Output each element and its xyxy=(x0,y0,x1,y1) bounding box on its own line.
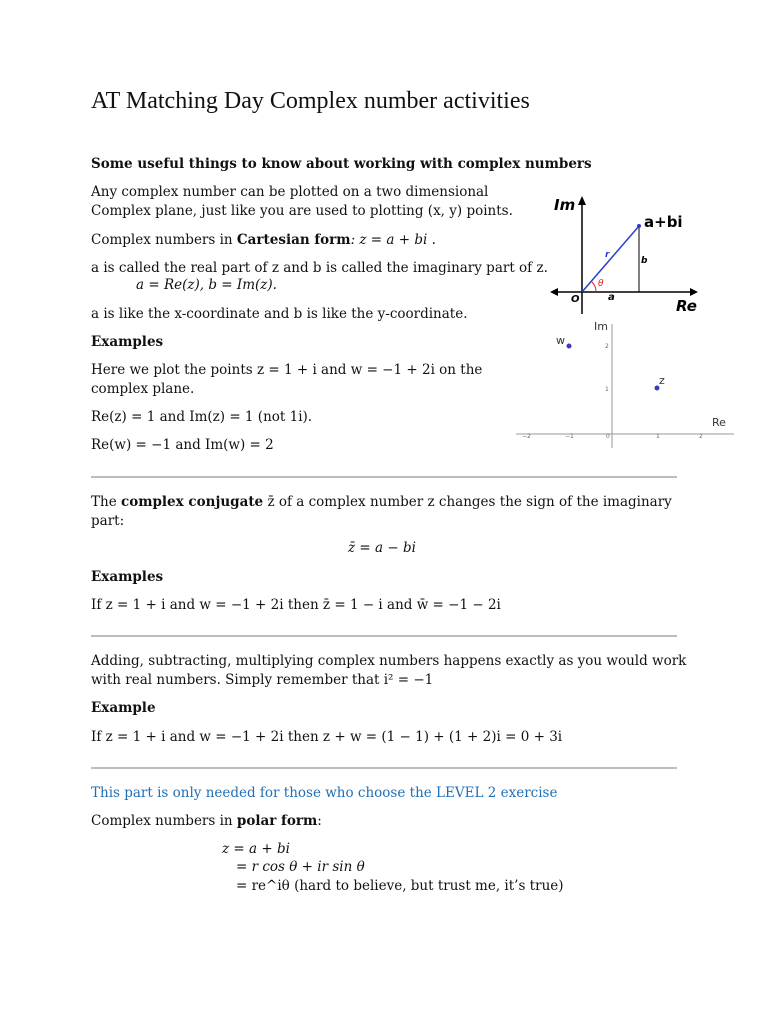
cartesian-bold: Cartesian form xyxy=(236,232,351,248)
intro-line-1: Any complex number can be plotted on a two dimensional xyxy=(91,184,489,200)
rew-line: Re(w) = −1 and Im(w) = 2 xyxy=(91,437,274,453)
b-label: b xyxy=(641,256,648,266)
sum-example: If z = 1 + i and w = −1 + 2i then z + w = (1 − 1) + (1 + 2)i = 0 + 3i xyxy=(91,729,563,745)
page-title: AT Matching Day Complex number activities xyxy=(91,88,530,114)
tick-x-neg2: −2 xyxy=(522,433,531,440)
level2-note: This part is only needed for those who choose the LEVEL 2 exercise xyxy=(91,785,558,801)
polar-bold: polar form xyxy=(236,813,318,829)
section-heading: Some useful things to know about working with complex numbers xyxy=(91,156,592,172)
points-plot xyxy=(512,316,738,454)
arith-line-1: Adding, subtracting, multiplying complex numbers happens exactly as you would work xyxy=(91,653,687,669)
tick-y-1: 1 xyxy=(605,386,609,393)
vector-r xyxy=(582,226,639,292)
tick-x-2: 2 xyxy=(699,433,703,440)
divider-3 xyxy=(91,767,677,769)
examples-heading-1: Examples xyxy=(91,334,164,350)
re-im-line: a = Re(z), b = Im(z). xyxy=(136,277,277,293)
divider-1 xyxy=(91,476,677,478)
plot-line-1: Here we plot the points z = 1 + i and w = −1 + 2i on the xyxy=(91,362,483,378)
re-label: Re xyxy=(712,416,726,429)
conjugate-example: If z = 1 + i and w = −1 + 2i then z̄ = 1 − i and w̄ = −1 − 2i xyxy=(91,597,501,613)
conjugate-line-1 xyxy=(91,493,672,511)
cartesian-line xyxy=(91,231,436,249)
rez-line: Re(z) = 1 and Im(z) = 1 (not 1i). xyxy=(91,409,313,425)
w-label: w xyxy=(556,334,565,347)
coords-line: a is like the x-coordinate and b is like the y-coordinate. xyxy=(91,306,468,322)
point-w xyxy=(567,344,572,349)
point-label: a+bi xyxy=(644,213,683,231)
origin-label: O xyxy=(571,294,580,305)
intro-line-2: Complex plane, just like you are used to plotting (x, y) points. xyxy=(91,203,513,219)
tick-y-2: 2 xyxy=(605,343,609,350)
point-a-bi xyxy=(637,224,641,228)
im-label: Im xyxy=(554,196,576,214)
argand-vector-diagram xyxy=(548,190,708,320)
im-label: Im xyxy=(594,320,608,333)
z-label: z xyxy=(659,374,665,387)
polar-line xyxy=(91,812,322,830)
polar-eq-3: = re^iθ (hard to believe, but trust me, it’s true) xyxy=(236,878,564,894)
cartesian-formula: : z = a + bi . xyxy=(350,232,436,248)
tick-x-0: 0 xyxy=(606,433,610,440)
conjugate-post: z̄ of a complex number z changes the sign of the imaginary xyxy=(263,494,672,510)
polar-eq-2: = r cos θ + ir sin θ xyxy=(236,859,365,875)
re-label: Re xyxy=(676,297,697,315)
plot-line-2: complex plane. xyxy=(91,381,195,397)
realpart-line: a is called the real part of z and b is called the imaginary part of z. xyxy=(91,260,548,276)
re-axis-arrow-icon xyxy=(690,288,698,296)
cartesian-prefix: Complex numbers in xyxy=(91,232,237,248)
conjugate-bold: complex conjugate xyxy=(120,494,264,510)
tick-x-neg1: −1 xyxy=(565,433,574,440)
divider-2 xyxy=(91,635,677,637)
theta-label: θ xyxy=(598,279,604,289)
example-heading-3: Example xyxy=(91,700,156,716)
conjugate-line-2: part: xyxy=(91,513,125,529)
re-axis-neg-arrow-icon xyxy=(550,288,558,296)
conjugate-pre: The xyxy=(91,494,121,510)
examples-heading-2: Examples xyxy=(91,569,164,585)
a-label: a xyxy=(608,292,615,303)
polar-eq-1: z = a + bi xyxy=(222,841,290,857)
arith-line-2: with real numbers. Simply remember that i² = −1 xyxy=(91,672,434,688)
theta-arc xyxy=(592,282,596,292)
im-axis-arrow-icon xyxy=(578,196,586,205)
r-label: r xyxy=(605,250,610,260)
polar-suffix: : xyxy=(317,813,322,829)
conjugate-formula: z̄ = a − bi xyxy=(348,540,416,556)
polar-prefix: Complex numbers in xyxy=(91,813,237,829)
tick-x-1: 1 xyxy=(656,433,660,440)
